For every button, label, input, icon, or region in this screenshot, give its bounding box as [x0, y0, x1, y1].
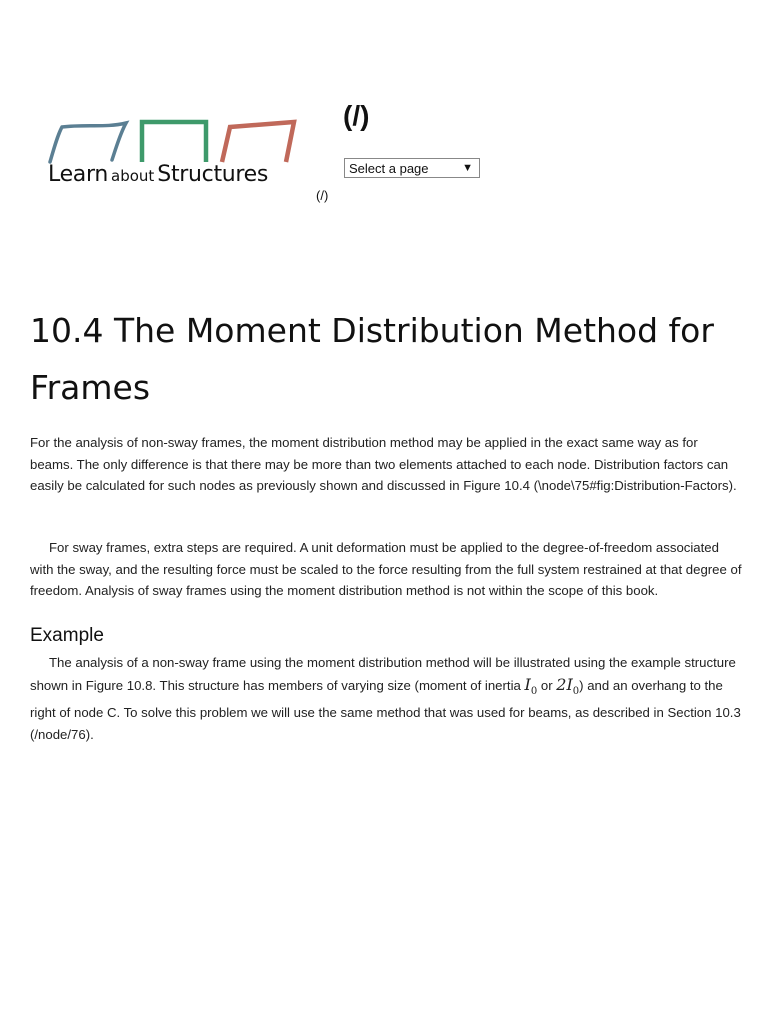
- example-text-or: or: [537, 677, 557, 693]
- page-select-dropdown[interactable]: [344, 158, 480, 178]
- home-link-small[interactable]: (/): [316, 188, 329, 203]
- logo-blue-frame: [50, 123, 126, 162]
- example-text-before: The analysis of a non-sway frame using the moment distribution method will be illustrated using the example structure shown in Figure 10.8. This structure has members of varying size (moment of inertia: [30, 655, 736, 693]
- page-title: 10.4 The Moment Distribution Method for Frames: [30, 311, 714, 407]
- logo-wordmark: [48, 164, 268, 186]
- paragraph-non-sway: For the analysis of non-sway frames, the moment distribution method may be applied in the exact same way as for beams. The only difference is that there may be more than two elements attached to each node. Distribution factors can easily be calculated for such nodes as previously shown and discussed in Figure 10.4 (\node\75#fig:Distribution-Factors).: [30, 435, 737, 493]
- math-2i0-base: 2I: [556, 674, 573, 694]
- math-2i0: [556, 674, 580, 697]
- logo-word-structures: Structures: [157, 162, 269, 187]
- math-2i0-subscript: 0: [572, 685, 580, 697]
- example-text-after: ) and an overhang to the right of node C. To solve this problem we will use the same method that was used for beams, as described in Section 10.3 (/node/76).: [30, 677, 741, 742]
- math-i0-base: I: [524, 674, 531, 694]
- logo-red-frame: [222, 122, 294, 162]
- logo-frames-icon: [46, 118, 306, 166]
- math-i0: [524, 674, 538, 697]
- paragraph-example: [30, 652, 742, 745]
- site-logo[interactable]: [46, 118, 306, 198]
- triangle-down-icon: ▼: [462, 162, 473, 174]
- logo-green-frame: [142, 122, 206, 162]
- paragraph-sway: For sway frames, extra steps are required. A unit deformation must be applied to the degree-of-freedom associated with the sway, and the resulting force must be scaled to the force resulting from the full system restrained at that degree of freedom. Analysis of sway frames using the moment distribution method is not within the scope of this book.: [30, 540, 742, 598]
- example-heading: Example: [30, 625, 104, 646]
- math-i0-subscript: 0: [530, 685, 538, 697]
- page-select-value: Select a page: [349, 160, 429, 176]
- logo-word-learn: Learn: [48, 162, 108, 187]
- logo-word-about: about: [111, 167, 155, 185]
- home-link-large[interactable]: (/): [343, 100, 370, 131]
